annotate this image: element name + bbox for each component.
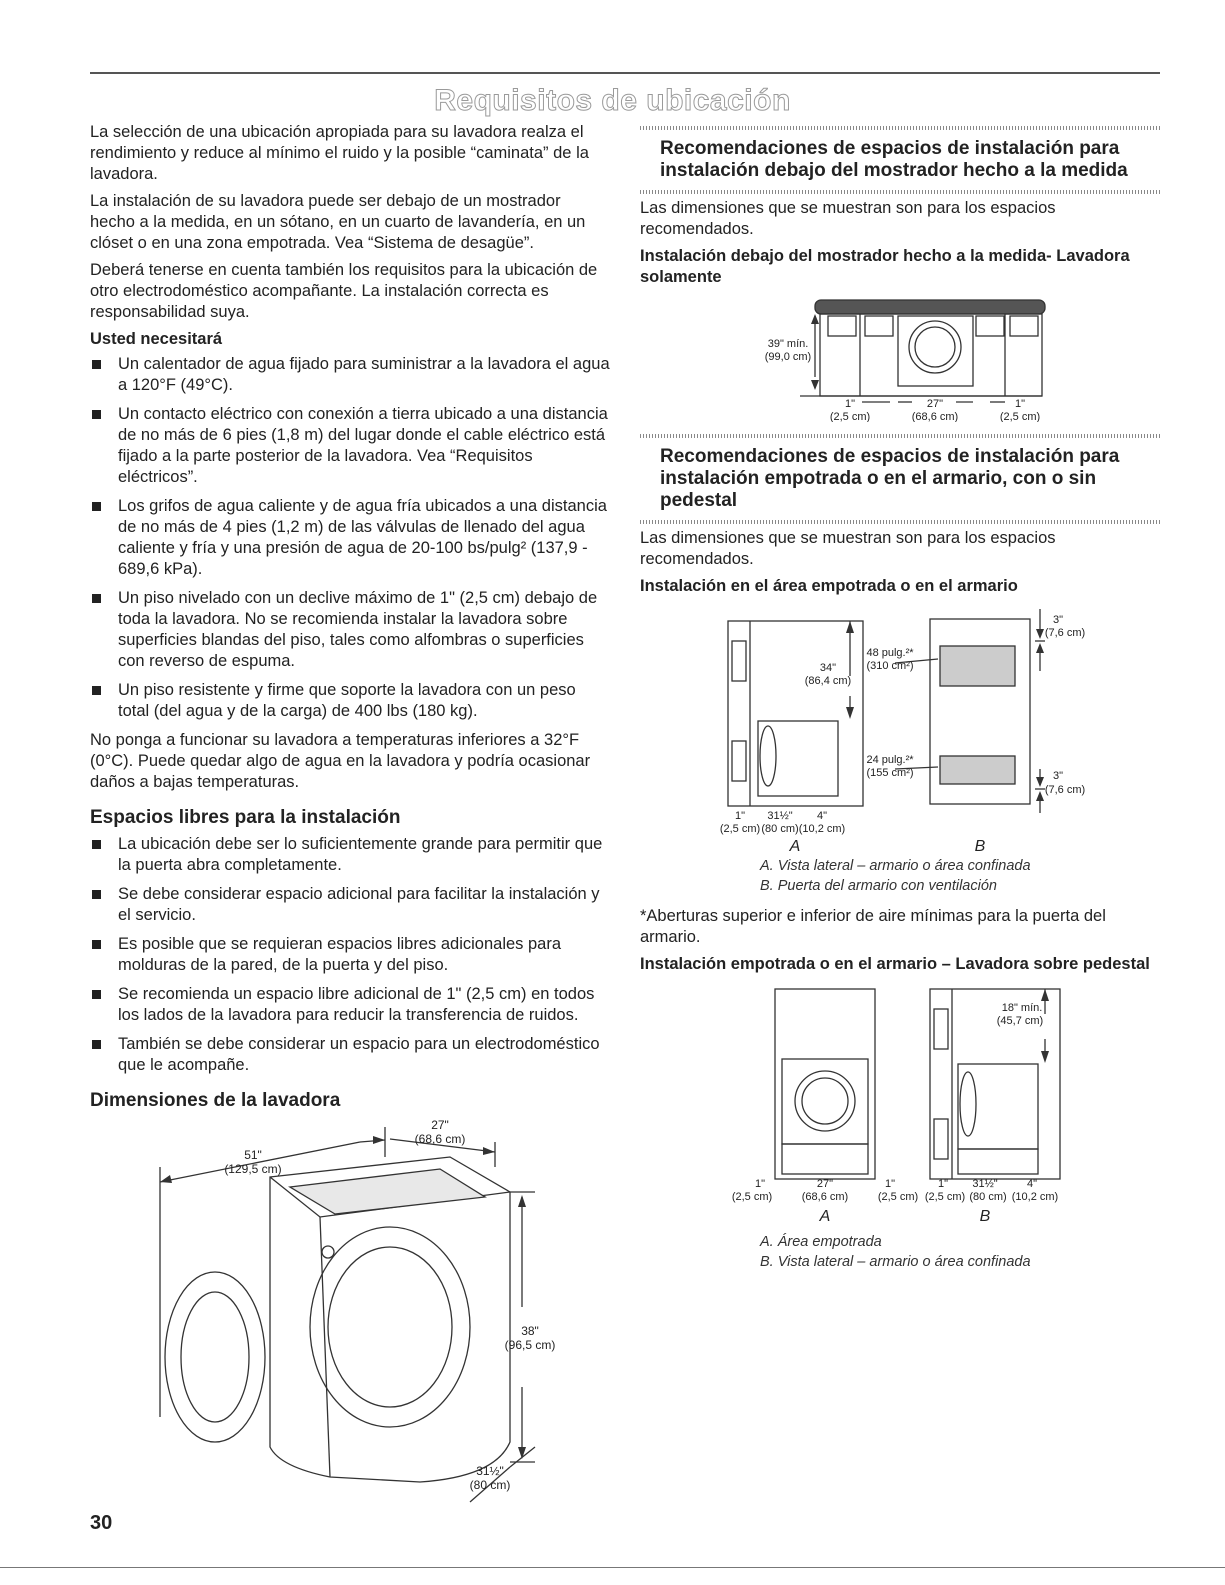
bullet-icon	[92, 594, 101, 603]
dim-gap2: 1"	[1014, 398, 1026, 410]
subsection-heading: Instalación en el área empotrada o en el armario	[640, 577, 1018, 595]
section-text: Las dimensiones que se muestran son para los espacios recomendados.	[640, 199, 1056, 238]
countertop	[815, 300, 1045, 314]
dim-width: 27"	[926, 398, 944, 410]
bullet-icon	[92, 686, 101, 695]
undercounter-figure	[640, 292, 1160, 422]
bottom-vent	[940, 756, 1015, 784]
bottom-vent-area: 24 pulg.²*	[866, 754, 914, 766]
bullet-icon	[92, 990, 101, 999]
dim-side: 31½"	[476, 1464, 504, 1478]
top-rule	[90, 72, 1160, 74]
list-item: También se debe considerar un espacio para un electrodoméstico que le acompañe.	[90, 1034, 610, 1076]
dim-a2-cm: (68,6 cm)	[801, 1191, 849, 1203]
bullet-icon	[92, 840, 101, 849]
footnote: *Aberturas superior e inferior de aire mínimas para la puerta del armario.	[640, 907, 1106, 946]
figure-caption: A. Vista lateral – armario o área confinada	[760, 858, 1031, 874]
bottom-vent-area-cm: (155 cm²)	[866, 767, 914, 779]
dim-height-cm: (99,0 cm)	[764, 351, 812, 363]
closet-side	[728, 621, 863, 806]
dim-height: 39" mín.	[767, 338, 809, 350]
section-divider	[640, 434, 1160, 438]
dim-d2-cm: (80 cm)	[761, 823, 799, 835]
dim-top: 18" mín.	[1001, 1002, 1043, 1014]
section-divider	[640, 190, 1160, 194]
dim-d1: 1"	[734, 810, 746, 822]
section-heading: Recomendaciones de espacios de instalación para instalación empotrada o en el armario, con o sin pedestal	[660, 446, 1120, 511]
dim-height: 34"	[819, 662, 837, 674]
label-b: B	[979, 1208, 991, 1224]
dim-a2: 27"	[816, 1178, 834, 1190]
dim-d1-cm: (2,5 cm)	[719, 823, 761, 835]
recess-area	[775, 989, 875, 1179]
label-a: A	[789, 838, 801, 855]
label-a: A	[819, 1208, 831, 1224]
list-item: Un contacto eléctrico con conexión a tierra ubicado a una distancia de no más de 6 pies (1,8 m) del lugar donde el cable eléctrico está fijado a la parte posterior de la lavadora. Vea “Requisitos eléctricos”.	[90, 404, 610, 488]
dim-b3-cm: (10,2 cm)	[1011, 1191, 1059, 1203]
page-number: 30	[90, 1512, 113, 1534]
list-item: Se recomienda un espacio libre adicional de 1" (2,5 cm) en todos los lados de la lavadora para reducir la transferencia de ruidos.	[90, 984, 610, 1026]
open-door	[165, 1272, 265, 1442]
dim-gap2-cm: (2,5 cm)	[999, 411, 1041, 422]
dimensions-heading: Dimensiones de la lavadora	[90, 1090, 341, 1111]
dim-b2: 31½"	[972, 1178, 998, 1190]
washer-dimensions-figure	[90, 1117, 610, 1517]
dim-width-cm: (68,6 cm)	[414, 1132, 466, 1146]
label-b: B	[974, 838, 986, 855]
dim-height: 38"	[521, 1324, 539, 1338]
section-divider	[640, 126, 1160, 130]
dim-d3-cm: (10,2 cm)	[798, 823, 846, 835]
bottom-gap-cm: (7,6 cm)	[1044, 784, 1086, 796]
list-item: Es posible que se requieran espacios libres adicionales para molduras de la pared, de la puerta y del piso.	[90, 934, 610, 976]
list-item: Se debe considerar espacio adicional para facilitar la instalación y el servicio.	[90, 884, 610, 926]
intro-paragraph: La instalación de su lavadora puede ser debajo de un mostrador hecho a la medida, en un sótano, en un cuarto de lavandería, en un clóset o en una zona empotrada. Vea “Sistema de desagüe”.	[90, 192, 586, 252]
right-column	[640, 122, 1160, 1272]
bullet-icon	[92, 1040, 101, 1049]
dim-gap: 1"	[844, 398, 856, 410]
dim-height-cm: (96,5 cm)	[504, 1338, 556, 1352]
dim-d2: 31½"	[767, 810, 793, 822]
intro-paragraph: Deberá tenerse en cuenta también los requisitos para la ubicación de otro electrodoméstico acompañante. La instalación correcta es responsabilidad suya.	[90, 261, 598, 321]
washer-side	[958, 1064, 1038, 1149]
dim-height-cm: (86,4 cm)	[804, 675, 852, 687]
dim-a3-cm: (2,5 cm)	[877, 1191, 919, 1203]
bottom-rule	[0, 1567, 1225, 1568]
warning-paragraph: No ponga a funcionar su lavadora a temperaturas inferiores a 32°F (0°C). Puede quedar algo de agua en la lavadora y podría ocasionar daños a bajas temperaturas.	[90, 731, 591, 791]
figure-caption: A. Área empotrada	[760, 1234, 882, 1250]
list-item: Un calentador de agua fijado para suministrar a la lavadora el agua a 120°F (49°C).	[90, 354, 610, 396]
top-vent-area-cm: (310 cm²)	[866, 660, 914, 672]
dim-width-cm: (68,6 cm)	[911, 411, 959, 422]
dim-depth-cm: (129,5 cm)	[224, 1162, 282, 1176]
bullet-icon	[92, 940, 101, 949]
pedestal-figure	[640, 979, 1160, 1224]
dim-d3: 4"	[816, 810, 828, 822]
top-gap: 3"	[1052, 614, 1064, 626]
clearance-list	[90, 834, 610, 1076]
bullet-icon	[92, 890, 101, 899]
bullet-icon	[92, 502, 101, 511]
top-gap-cm: (7,6 cm)	[1044, 627, 1086, 639]
section-heading: Recomendaciones de espacios de instalación para instalación debajo del mostrador hecho a la medida	[660, 138, 1128, 181]
need-list	[90, 354, 610, 722]
dim-b1-cm: (2,5 cm)	[924, 1191, 966, 1203]
pedestal	[782, 1144, 868, 1174]
list-item: La ubicación debe ser lo suficientemente grande para permitir que la puerta abra completamente.	[90, 834, 610, 876]
figure-caption: B. Vista lateral – armario o área confinada	[760, 1254, 1031, 1270]
bullet-icon	[92, 360, 101, 369]
bullet-icon	[92, 410, 101, 419]
clearance-heading: Espacios libres para la instalación	[90, 807, 401, 828]
dim-b1: 1"	[937, 1178, 949, 1190]
left-column	[90, 122, 610, 1517]
list-item: Un piso nivelado con un declive máximo de 1" (2,5 cm) debajo de toda la lavadora. No se recomienda instalar la lavadora sobre superficies blandas del piso, tales como alfombras o superficies con reverso de espuma.	[90, 588, 610, 672]
list-item: Los grifos de agua caliente y de agua fría ubicados a una distancia de no más de 4 pies (1,2 m) de las válvulas de llenado del agua caliente y fría y una presión de agua de 20-100 bs/pulg² (137,9 - 689,6 kPa).	[90, 496, 610, 580]
section-text: Las dimensiones que se muestran son para los espacios recomendados.	[640, 529, 1056, 568]
closet-vent-figure	[640, 601, 1160, 856]
subsection-heading: Instalación debajo del mostrador hecho a la medida- Lavadora solamente	[640, 247, 1130, 286]
dim-a1: 1"	[754, 1178, 766, 1190]
dim-b2-cm: (80 cm)	[969, 1191, 1007, 1203]
dim-top-cm: (45,7 cm)	[996, 1015, 1044, 1027]
knob-icon	[322, 1246, 334, 1258]
dim-side-cm: (80 cm)	[469, 1478, 511, 1492]
bottom-gap: 3"	[1052, 770, 1064, 782]
dim-gap-cm: (2,5 cm)	[829, 411, 871, 422]
section-divider	[640, 520, 1160, 524]
dim-b3: 4"	[1026, 1178, 1038, 1190]
dim-a3: 1"	[884, 1178, 896, 1190]
subsection-heading: Instalación empotrada o en el armario – Lavadora sobre pedestal	[640, 955, 1150, 973]
top-vent	[940, 646, 1015, 686]
dim-depth: 51"	[244, 1148, 262, 1162]
dim-a1-cm: (2,5 cm)	[731, 1191, 773, 1203]
page-title: Requisitos de ubicación	[434, 84, 791, 117]
list-item: Un piso resistente y firme que soporte la lavadora con un peso total (del agua y de la carga) de 400 lbs (180 kg).	[90, 680, 610, 722]
figure-caption: B. Puerta del armario con ventilación	[760, 878, 997, 894]
need-heading: Usted necesitará	[90, 330, 223, 348]
top-vent-area: 48 pulg.²*	[866, 647, 914, 659]
washer-top	[290, 1169, 485, 1214]
dim-width: 27"	[431, 1118, 449, 1132]
intro-paragraph: La selección de una ubicación apropiada para su lavadora realza el rendimiento y reduce al mínimo el ruido y la posible “caminata” de la lavadora.	[90, 123, 589, 183]
